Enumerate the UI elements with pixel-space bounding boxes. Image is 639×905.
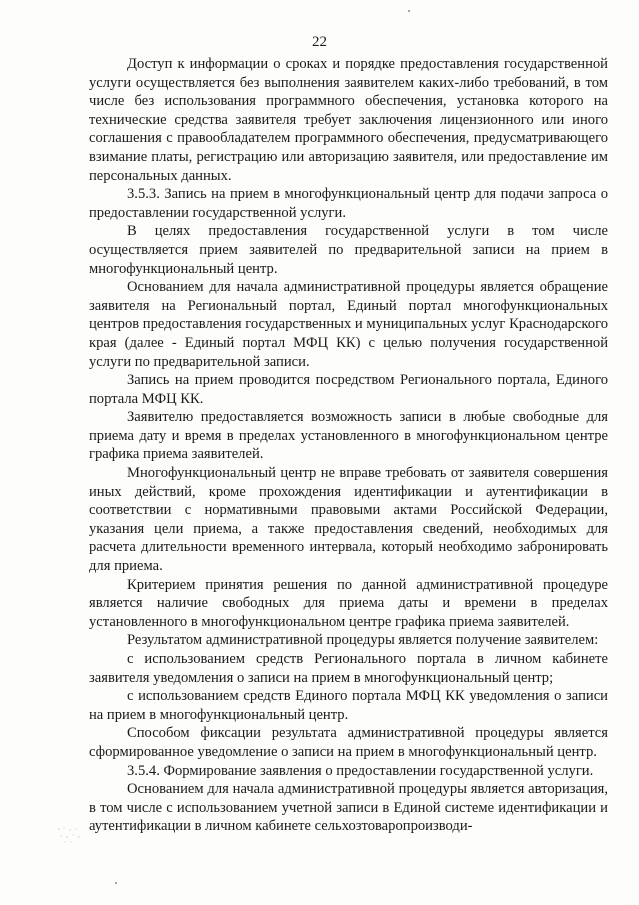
- paragraph-unified-portal-notice: с использованием средств Единого портала МФЦ КК уведомления о записи на прием в многофункциональный центр.: [89, 688, 608, 723]
- scan-speckle-mark: [56, 825, 82, 845]
- document-body: [89, 55, 608, 836]
- page-number: 22: [312, 34, 327, 50]
- scan-speck: [408, 10, 410, 12]
- paragraph-pre-registration: В целях предоставления государственной услуги в том числе осуществляется прием заявителей по предварительной записи на прием в многофункциональный центр.: [89, 223, 608, 277]
- scan-speck: [115, 882, 117, 884]
- paragraph-access-info: Доступ к информации о сроках и порядке предоставления государственной услуги осуществляется без выполнения заявителем каких-либо требований, в том числе без использования программного обеспечения, установка которого на технические средства заявителя требует заключения лицензионного или иного соглашения с правообладателем программного обеспечения, предусматривающего взимание платы, регистрацию или авторизацию заявителя, или предоставление им персональных данных.: [89, 56, 608, 184]
- paragraph-free-slots: Заявителю предоставляется возможность записи в любые свободные для приема дату и время в пределах установленного в многофункциональном центре графика приема заявителей.: [89, 409, 608, 463]
- paragraph-regional-portal-notice: с использованием средств Регионального портала в личном кабинете заявителя уведомления о записи на прием в многофункциональный центр;: [89, 651, 608, 686]
- paragraph-decision-criterion: Критерием принятия решения по данной административной процедуре является наличие свободных для приема даты и времени в пределах установленного в многофункциональном центре графика приема заявителей.: [89, 576, 608, 630]
- paragraph-section-3-5-4: 3.5.4. Формирование заявления о предоставлении государственной услуги.: [127, 762, 594, 779]
- paragraph-mfc-restrictions: Многофункциональный центр не вправе требовать от заявителя совершения иных действий, кроме прохождения идентификации и аутентификации в соответствии с нормативными правовыми актами Российской Федерации, указания цели приема, а также предоставления сведений, необходимых для расчета длительности временного интервала, который необходимо забронировать для приема.: [89, 465, 608, 575]
- paragraph-authorization-basis: Основанием для начала административной процедуры является авторизация, в том числе с использованием учетной записи в Единой системе идентификации и аутентификации в личном кабинете сельхозтоваропроизводи-: [89, 781, 608, 835]
- paragraph-procedure-basis: Основанием для начала административной процедуры является обращение заявителя на Региональный портал, Единый портал многофункциональных центров предоставления государственных и муниципальных услуг Краснодарского края (далее - Единый портал МФЦ КК) с целью получения государственной услуги по предварительной записи.: [89, 279, 608, 370]
- paragraph-section-3-5-3: 3.5.3. Запись на прием в многофункциональный центр для подачи запроса о предоставлении государственной услуги.: [89, 186, 608, 221]
- paragraph-result-fixation: Способом фиксации результата административной процедуры является сформированное уведомление о записи на прием в многофункциональный центр.: [89, 725, 608, 760]
- paragraph-procedure-result: Результатом административной процедуры является получение заявителем:: [127, 632, 599, 649]
- paragraph-registration-means: Запись на прием проводится посредством Регионального портала, Единого портала МФЦ КК.: [89, 372, 608, 407]
